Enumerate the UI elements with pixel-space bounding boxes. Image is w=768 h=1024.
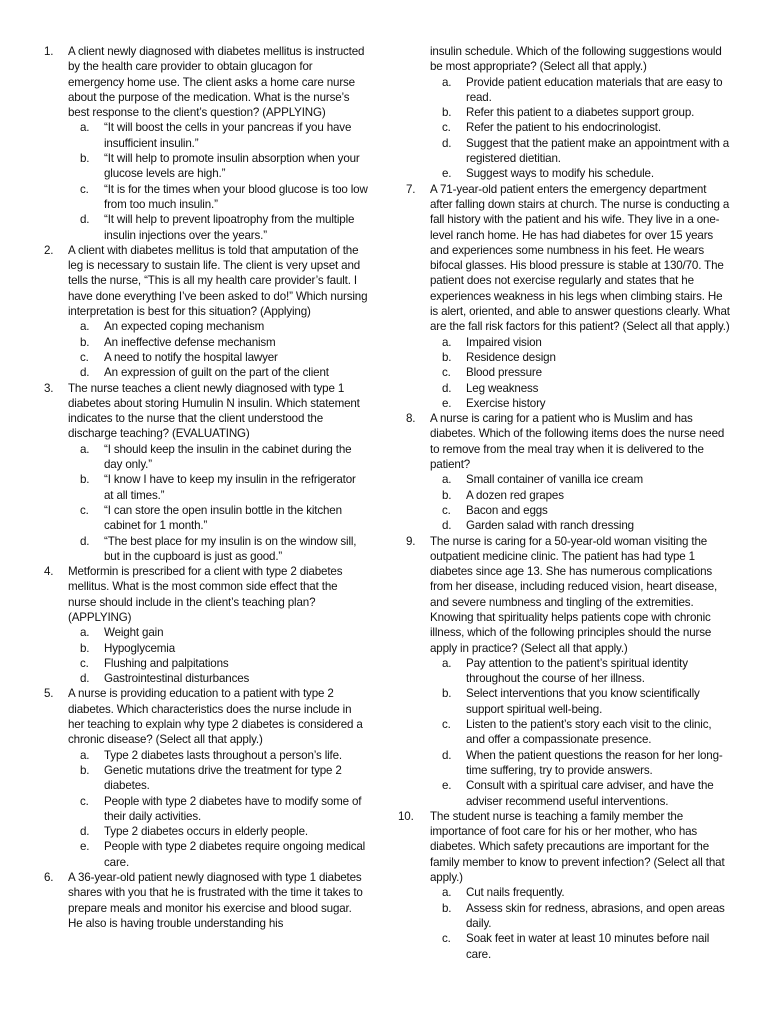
option-letter: d.: [442, 519, 452, 533]
option-letter: a.: [80, 626, 90, 640]
option-text: Cut nails frequently.: [466, 886, 565, 900]
option-text: Refer this patient to a diabetes support group.: [466, 106, 695, 120]
answer-option: [430, 381, 730, 396]
question: [36, 44, 368, 243]
answer-option: [430, 396, 730, 411]
answer-option: [68, 503, 368, 534]
answer-options: [430, 75, 730, 182]
option-letter: a.: [442, 75, 452, 89]
question-text: A client with diabetes mellitus is told that amputation of the leg is necessary to sustain life. The client is very upset and tells the nurse, “This is all my health care provider’s fault. I have done everything I’ve been asked to do!” Which nursing interpretation is best for this situation? (Applying): [68, 243, 368, 319]
option-text: A need to notify the hospital lawyer: [104, 350, 278, 364]
answer-option: [68, 319, 368, 334]
option-text: Refer the patient to his endocrinologist.: [466, 121, 661, 135]
option-letter: d.: [442, 748, 452, 762]
answer-option: [68, 656, 368, 671]
question-continuation: [398, 44, 730, 182]
answer-option: [430, 472, 730, 487]
option-text: Select interventions that you know scientifically support spiritual well-being.: [466, 687, 700, 716]
question: [36, 381, 368, 565]
option-letter: b.: [80, 473, 90, 487]
question-number: 4.: [44, 565, 54, 579]
option-letter: d.: [80, 825, 90, 839]
option-text: Small container of vanilla ice cream: [466, 473, 643, 487]
answer-options: [68, 748, 368, 870]
question-number: 9.: [406, 534, 416, 548]
question-text: A 36-year-old patient newly diagnosed with type 1 diabetes shares with you that he is frustrated with the time it takes to prepare meals and monitor his exercise and blood sugar. He also is having trouble understanding his: [68, 871, 363, 930]
option-text: “I can store the open insulin bottle in the kitchen cabinet for 1 month.”: [104, 503, 342, 533]
option-text: People with type 2 diabetes have to modify some of their daily activities.: [104, 794, 362, 823]
option-text: Consult with a spiritual care adviser, and have the adviser recommend useful interventions.: [466, 779, 714, 808]
option-letter: c.: [80, 350, 89, 364]
option-letter: d.: [442, 136, 452, 150]
option-text: “I know I have to keep my insulin in the refrigerator at all times.”: [104, 473, 356, 502]
option-letter: c.: [80, 656, 89, 670]
answer-option: [68, 120, 368, 151]
option-text: Residence design: [466, 350, 556, 364]
option-letter: b.: [442, 350, 452, 364]
answer-options: [430, 656, 730, 809]
answer-option: [68, 794, 368, 825]
option-text: Blood pressure: [466, 366, 542, 380]
option-letter: b.: [80, 335, 90, 349]
option-text: Impaired vision: [466, 335, 542, 349]
option-text: Flushing and palpitations: [104, 656, 229, 670]
answer-option: [430, 335, 730, 350]
question-text: The nurse is caring for a 50-year-old woman visiting the outpatient medicine clinic. The patient has had type 1 diabetes since age 13. She has numerous complications from her disease, including reduced vision, heart disease, and severe numbness and tingling of the extremities. Knowing that spirituality helps patients cope with chronic illness, which of the following principles should the nurse apply in practice? (Select all that apply.): [430, 534, 718, 655]
answer-option: [430, 503, 730, 518]
answer-option: [68, 212, 368, 243]
answer-option: [68, 839, 368, 870]
option-letter: b.: [80, 152, 90, 166]
option-letter: e.: [442, 396, 452, 410]
answer-option: [68, 671, 368, 686]
option-letter: a.: [442, 335, 452, 349]
question-text: A client newly diagnosed with diabetes mellitus is instructed by the health care provider to obtain glucagon for emergency home use. The client asks a home care nurse about the purpose of the medication. What is the nurse’s best response to the client’s question? (APPLYING): [68, 45, 365, 120]
option-text: When the patient questions the reason for her long-time suffering, try to provide answers.: [466, 748, 723, 777]
answer-option: [68, 641, 368, 656]
question-number: 8.: [406, 412, 416, 426]
option-text: Type 2 diabetes occurs in elderly people.: [104, 825, 308, 839]
option-letter: c.: [442, 503, 451, 517]
answer-options: [68, 319, 368, 380]
option-letter: b.: [442, 488, 452, 502]
option-letter: b.: [442, 901, 452, 915]
answer-option: [430, 75, 730, 106]
answer-option: [430, 686, 730, 717]
option-text: Type 2 diabetes lasts throughout a person’s life.: [104, 748, 342, 762]
question: [36, 564, 368, 686]
option-letter: b.: [442, 106, 452, 120]
question: [398, 809, 730, 962]
option-letter: a.: [80, 442, 90, 456]
answer-options: [68, 442, 368, 564]
answer-option: [430, 136, 730, 167]
option-letter: a.: [80, 121, 90, 135]
answer-option: [430, 120, 730, 135]
answer-option: [430, 778, 730, 809]
question-number: 10.: [398, 809, 414, 823]
answer-options: [430, 472, 730, 533]
option-text: An ineffective defense mechanism: [104, 335, 276, 349]
option-letter: c.: [442, 932, 451, 946]
option-letter: d.: [80, 534, 90, 548]
answer-option: [68, 365, 368, 380]
answer-option: [430, 901, 730, 932]
answer-option: [68, 182, 368, 213]
option-text: “The best place for my insulin is on the window sill, but in the cupboard is just as good.”: [104, 534, 357, 563]
option-letter: a.: [442, 473, 452, 487]
option-text: Genetic mutations drive the treatment for type 2 diabetes.: [104, 763, 342, 793]
answer-option: [68, 151, 368, 182]
question-number: 3.: [44, 381, 54, 395]
option-text: Gastrointestinal disturbances: [104, 672, 250, 686]
option-text: Suggest ways to modify his schedule.: [466, 167, 654, 181]
answer-option: [430, 885, 730, 900]
option-text: Pay attention to the patient’s spiritual identity throughout the course of her illness.: [466, 656, 688, 686]
option-letter: d.: [80, 213, 90, 227]
answer-option: [68, 763, 368, 794]
answer-option: [68, 335, 368, 350]
answer-options: [68, 120, 368, 242]
option-letter: a.: [442, 656, 452, 670]
option-text: Hypoglycemia: [104, 641, 176, 655]
answer-option: [68, 748, 368, 763]
option-letter: c.: [442, 366, 451, 380]
option-letter: a.: [442, 886, 452, 900]
answer-option: [430, 717, 730, 748]
option-text: “I should keep the insulin in the cabinet during the day only.”: [104, 442, 352, 472]
option-text: Suggest that the patient make an appointment with a registered dietitian.: [466, 136, 730, 166]
option-text: An expression of guilt on the part of the client: [104, 366, 329, 380]
option-text: “It will help to promote insulin absorption when your glucose levels are high.”: [104, 152, 360, 181]
option-text: People with type 2 diabetes require ongoing medical care.: [104, 840, 366, 869]
question-number: 1.: [44, 45, 54, 58]
option-text: Provide patient education materials that are easy to read.: [466, 75, 723, 104]
option-text: An expected coping mechanism: [104, 320, 265, 334]
option-text: Weight gain: [104, 626, 164, 640]
option-letter: d.: [80, 672, 90, 686]
option-letter: d.: [80, 366, 90, 380]
option-letter: d.: [442, 381, 452, 395]
option-letter: e.: [442, 167, 452, 181]
answer-option: [430, 488, 730, 503]
question: [36, 870, 368, 931]
question: [398, 411, 730, 533]
option-text: “It will help to prevent lipoatrophy from the multiple insulin injections over the years.”: [104, 213, 355, 242]
question: [398, 182, 730, 411]
option-text: Assess skin for redness, abrasions, and open areas daily.: [466, 901, 725, 930]
answer-option: [68, 472, 368, 503]
answer-option: [430, 656, 730, 687]
option-letter: b.: [442, 687, 452, 701]
answer-options: [430, 885, 730, 961]
option-letter: c.: [442, 718, 451, 732]
right-column: [398, 44, 730, 962]
answer-option: [430, 748, 730, 779]
answer-option: [68, 350, 368, 365]
answer-option: [68, 625, 368, 640]
answer-option: [430, 931, 730, 962]
answer-option: [430, 365, 730, 380]
answer-options: [68, 625, 368, 686]
option-letter: e.: [442, 779, 452, 793]
answer-option: [68, 534, 368, 565]
option-letter: b.: [80, 763, 90, 777]
answer-option: [68, 442, 368, 473]
option-letter: c.: [80, 503, 89, 517]
option-text: Bacon and eggs: [466, 503, 548, 517]
option-text: Garden salad with ranch dressing: [466, 519, 634, 533]
left-column: [36, 44, 368, 931]
option-text: “It is for the times when your blood glucose is too low from too much insulin.”: [104, 182, 368, 211]
option-text: Listen to the patient’s story each visit to the clinic, and offer a compassionate presence.: [466, 718, 712, 747]
answer-options: [430, 335, 730, 411]
question-text: insulin schedule. Which of the following suggestions would be most appropriate? (Select all that apply.): [430, 45, 722, 74]
option-letter: b.: [80, 641, 90, 655]
question: [398, 534, 730, 809]
question-text: A nurse is providing education to a patient with type 2 diabetes. Which characteristics does the nurse include in her teaching to explain why type 2 diabetes is considered a chronic disease? (Select all that apply.): [68, 687, 363, 747]
option-text: Exercise history: [466, 396, 546, 410]
question-number: 2.: [44, 243, 54, 257]
question: [36, 686, 368, 870]
option-text: A dozen red grapes: [466, 488, 564, 502]
question-text: The student nurse is teaching a family member the importance of foot care for his or her mother, who has diabetes. Which safety precautions are important for the family member to know to prevent infection? (Select all that apply.): [430, 809, 725, 885]
option-letter: e.: [80, 840, 90, 854]
question-text: Metformin is prescribed for a client with type 2 diabetes mellitus. What is the most common side effect that the nurse should include in the client’s teaching plan? (APPLYING): [68, 565, 343, 624]
answer-option: [68, 824, 368, 839]
option-letter: c.: [442, 121, 451, 135]
option-letter: a.: [80, 748, 90, 762]
option-text: Leg weakness: [466, 381, 539, 395]
option-letter: c.: [80, 794, 89, 808]
answer-option: [430, 518, 730, 533]
option-letter: c.: [80, 182, 89, 196]
question: [36, 243, 368, 381]
question-number: 7.: [406, 182, 416, 196]
option-text: “It will boost the cells in your pancreas if you have insufficient insulin.”: [104, 121, 352, 150]
option-letter: a.: [80, 320, 90, 334]
question-number: 5.: [44, 687, 54, 701]
answer-option: [430, 350, 730, 365]
answer-option: [430, 105, 730, 120]
question-text: A nurse is caring for a patient who is Muslim and has diabetes. Which of the following items does the nurse need to remove from the meal tray when it is delivered to the patient?: [430, 412, 725, 472]
question-text: A 71-year-old patient enters the emergency department after falling down stairs at church. The nurse is conducting a fall history with the patient and his wife. They live in a one-level ranch home. He has had diabetes for over 15 years and experiences some numbness in his feet. He wears bifocal glasses. His blood pressure is stable at 130/70. The patient does not exercise regularly and states that he experiences weakness in his legs when climbing stairs. He is alert, oriented, and able to answer questions clearly. What are the fall risk factors for this patient? (Select all that apply.): [430, 182, 730, 334]
answer-option: [430, 166, 730, 181]
option-text: Soak feet in water at least 10 minutes before nail care.: [466, 932, 710, 961]
question-number: 6.: [44, 871, 54, 885]
question-text: The nurse teaches a client newly diagnosed with type 1 diabetes about storing Humulin N insulin. Which statement indicates to the nurse that the client understood the discharge teaching? (EVALUATING): [68, 381, 360, 441]
